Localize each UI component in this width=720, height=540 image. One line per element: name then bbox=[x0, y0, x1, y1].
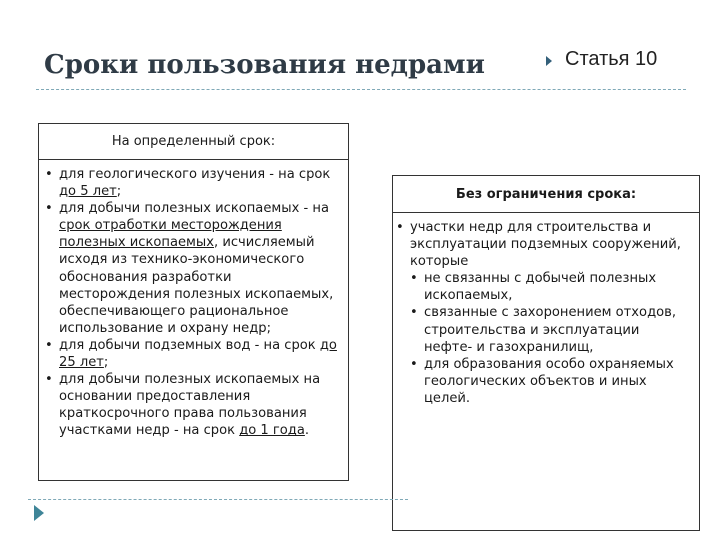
fixed-term-list bbox=[39, 160, 348, 440]
fixed-term-box bbox=[38, 123, 349, 481]
unlimited-term-heading: Без ограничения срока: bbox=[393, 176, 699, 213]
list-item bbox=[45, 371, 340, 439]
sub-list-item: • связанные с захоронением отходов, строительства и эксплуатации нефте- и газохранилищ, bbox=[410, 304, 691, 355]
item-text: участки недр для строительства и эксплуатации подземных сооружений, которые bbox=[410, 220, 681, 270]
title-divider bbox=[36, 89, 686, 90]
item-text: . bbox=[304, 423, 310, 439]
item-text: для добычи подземных вод - на срок bbox=[59, 337, 320, 353]
item-text: для добычи полезных ископаемых на основании предоставления краткосрочного права пользования участками недр - на срок bbox=[59, 372, 321, 439]
item-text: ; bbox=[116, 184, 122, 200]
item-text: ; bbox=[103, 355, 109, 371]
list-item bbox=[45, 337, 340, 371]
list-item bbox=[45, 200, 340, 337]
triangle-bullet-icon bbox=[546, 56, 552, 66]
sub-list-item: • для образования особо охраняемых геологических объектов и иных целей. bbox=[410, 356, 691, 407]
item-underlined-text: до 1 года bbox=[239, 423, 305, 439]
footer-divider bbox=[28, 499, 408, 500]
unlimited-term-box bbox=[392, 175, 700, 531]
list-item bbox=[45, 166, 340, 200]
unlimited-term-list bbox=[393, 213, 699, 407]
item-text: для добычи полезных ископаемых - на bbox=[59, 201, 329, 217]
item-underlined-text: до 25 лет bbox=[59, 337, 337, 371]
sub-list bbox=[410, 270, 691, 407]
item-text: для геологического изучения - на срок bbox=[59, 167, 331, 182]
list-item bbox=[396, 219, 691, 407]
article-reference-text: Статья 10 bbox=[565, 48, 658, 70]
item-text: , исчисляемый исходя из технико-экономического обоснования разработки месторождения полезных ископаемых, обеспечивающего рациональное использование и охрану недр; bbox=[59, 235, 334, 336]
next-slide-arrow-icon[interactable] bbox=[34, 505, 44, 521]
item-underlined-text: срок отработки месторождения полезных ископаемых bbox=[59, 218, 282, 251]
sub-list-item: • не связанны с добычей полезных ископаемых, bbox=[410, 270, 691, 304]
article-reference bbox=[546, 48, 657, 71]
fixed-term-heading: На определенный срок: bbox=[39, 124, 348, 160]
slide-title: Сроки пользования недрами bbox=[44, 50, 485, 80]
item-underlined-text: до 5 лет bbox=[59, 184, 117, 200]
